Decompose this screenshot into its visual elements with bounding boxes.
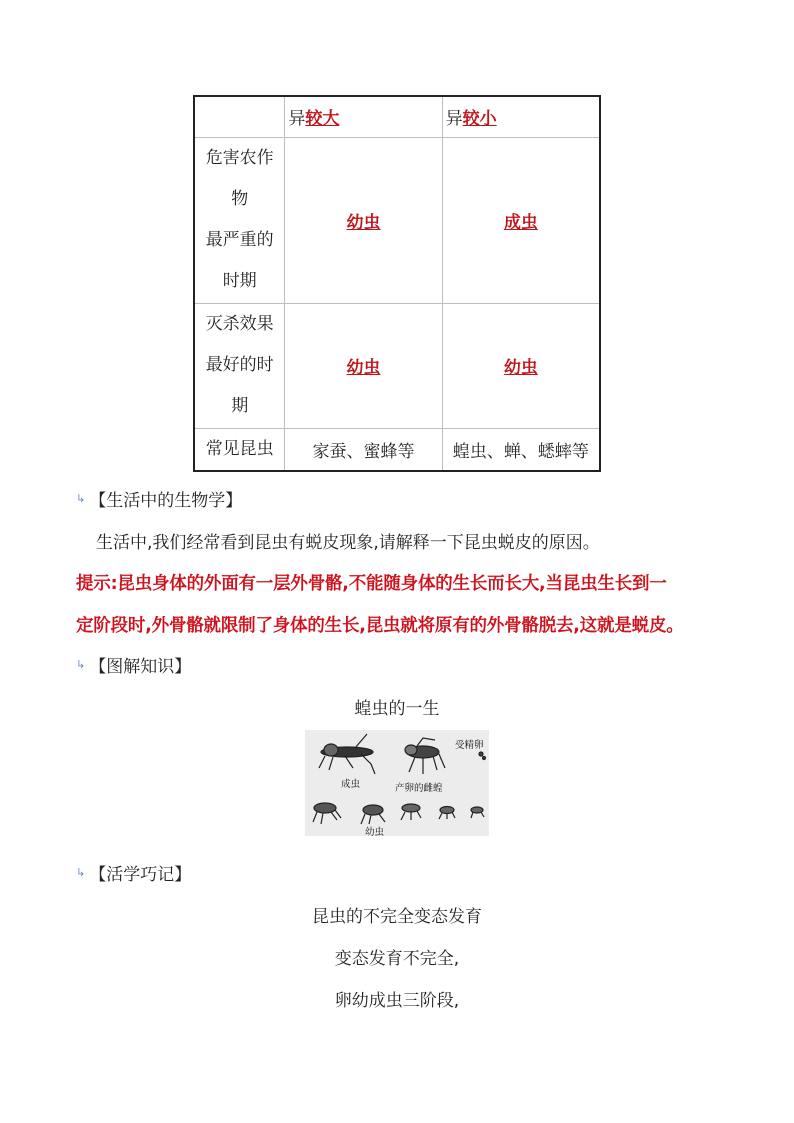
header-cell-smaller [442,96,600,137]
hint-line-1: 提示:昆虫身体的外面有一层外骨骼,不能随身体的生长而长大,当昆虫生长到一 [76,574,667,594]
header-prefix: 异 [288,109,306,130]
bookmark-icon: ↳ [76,866,86,879]
section-title: 【活学巧记】 [89,865,192,885]
table-row [194,428,600,471]
table-corner-cell [194,96,285,137]
answer-cell: 成虫 [442,137,600,303]
section-title: 【图解知识】 [89,657,192,677]
table-header-row [194,96,600,137]
label-egg: 受精卵 [455,740,484,751]
hint-line-2: 定阶段时,外骨骼就限制了身体的生长,昆虫就将原有的外骨骼脱去,这就是蜕皮。 [76,616,684,636]
poem-line: 变态发育不完全, [334,949,460,969]
locust-life-cycle-figure [305,730,489,836]
figure-title: 蝗虫的一生 [354,699,440,719]
label-adult: 成虫 [341,779,361,790]
row-label: 常见昆虫 [194,428,285,471]
header-prefix: 异 [445,109,463,130]
poem-line: 卵幼成虫三阶段, [334,991,460,1011]
table-row [194,303,600,428]
section-heading-memo [76,860,191,885]
answer-cell: 幼虫 [442,303,600,428]
answer-cell: 幼虫 [285,303,442,428]
table-row [194,137,600,303]
row-label: 危害农作 物 最严重的 时期 [194,137,285,303]
section-heading-life [76,486,242,511]
header-emphasis: 较大 [305,109,340,130]
table-cell: 家蚕、蜜蜂等 [285,428,442,471]
header-emphasis: 较小 [462,109,497,130]
label-nymph: 幼虫 [365,827,385,836]
bookmark-icon: ↳ [76,492,86,505]
poem-title: 昆虫的不完全变态发育 [312,907,482,927]
bookmark-icon: ↳ [76,658,86,671]
table-cell: 蝗虫、蝉、蟋蟀等 [442,428,600,471]
answer-cell: 幼虫 [285,137,442,303]
label-laying-female: 产卵的雌蝗 [395,783,443,794]
header-cell-larger [285,96,442,137]
section-title: 【生活中的生物学】 [89,491,243,511]
section-heading-diagram [76,652,191,677]
row-label: 灭杀效果 最好的时 期 [194,303,285,428]
comparison-table [193,95,601,472]
question-text: 生活中,我们经常看到昆虫有蜕皮现象,请解释一下昆虫蜕皮的原因。 [96,533,600,553]
